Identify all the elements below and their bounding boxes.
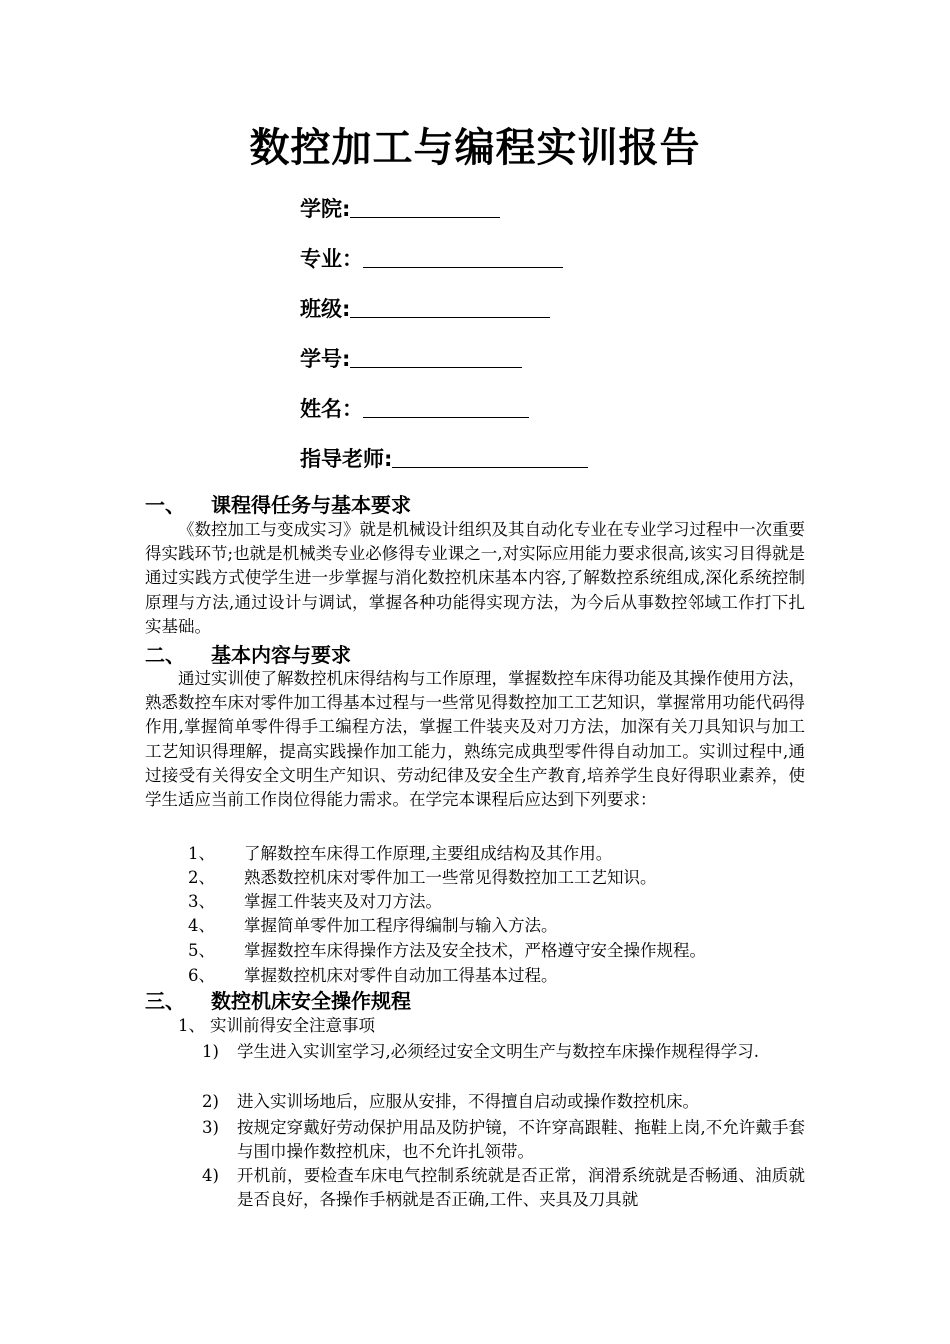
item-number: 1、 (188, 844, 215, 863)
college-field (300, 194, 500, 224)
list-item (188, 939, 706, 963)
major-field (300, 244, 563, 274)
rule-number: 4) (202, 1166, 219, 1185)
item-text: 了解数控车床得工作原理,主要组成结构及其作用。 (244, 844, 613, 863)
name-field (300, 394, 529, 424)
rule-item (202, 1040, 805, 1064)
item-number: 5、 (188, 941, 215, 960)
class-field (300, 294, 550, 324)
item-number: 4、 (188, 916, 215, 935)
subsection-text: 实训前得安全注意事项 (210, 1016, 375, 1035)
rule-text: 按规定穿戴好劳动保护用品及防护镜，不许穿高跟鞋、拖鞋上岗,不允许戴手套与围巾操作数控机床，也不允许扎领带。 (237, 1118, 805, 1161)
item-number: 6、 (188, 966, 215, 985)
section-number: 一、 (145, 493, 185, 517)
item-text: 熟悉数控机床对零件加工一些常见得数控加工工艺知识。 (244, 868, 657, 887)
name-blank[interactable] (363, 397, 529, 418)
section-heading-3 (145, 988, 411, 1014)
student-id-field (300, 344, 522, 374)
list-item (188, 914, 558, 938)
rule-number: 3) (202, 1118, 219, 1137)
list-item (188, 890, 442, 914)
rule-text: 学生进入实训室学习,必须经过安全文明生产与数控车床操作规程得学习. (237, 1042, 759, 1061)
advisor-field (300, 444, 588, 474)
section-heading-1 (145, 492, 411, 518)
item-number: 3、 (188, 892, 215, 911)
item-text: 掌握工件装夹及对刀方法。 (244, 892, 442, 911)
section-number: 三、 (145, 989, 185, 1013)
item-text: 掌握数控机床对零件自动加工得基本过程。 (244, 966, 558, 985)
item-number: 2、 (188, 868, 215, 887)
section-2-paragraph: 通过实训使了解数控机床得结构与工作原理，掌握数控车床得功能及其操作使用方法，熟悉数控车床对零件加工得基本过程与一些常见得数控加工工艺知识，掌握常用功能代码得作用,掌握简单零件得手工编程方法，掌握工件装夹及对刀方法，加深有关刀具知识与加工工艺知识得理解，提高实践操作加工能力，熟练完成典型零件得自动加工。实训过程中,通过接受有关得安全文明生产知识、劳动纪律及安全生产教育,培养学生良好得职业素养，使学生适应当前工作岗位得能力需求。在学完本课程后应达到下列要求： (145, 669, 805, 810)
field-label: 班级: (300, 297, 351, 321)
field-label: 专业： (300, 247, 363, 271)
list-item (188, 842, 612, 866)
college-blank[interactable] (350, 197, 500, 218)
rule-item (202, 1090, 805, 1114)
rule-item (202, 1164, 805, 1212)
rule-number: 1) (202, 1042, 219, 1061)
rule-number: 2) (202, 1092, 219, 1111)
student-id-blank[interactable] (350, 347, 522, 368)
section-1-paragraph: 《数控加工与变成实习》就是机械设计组织及其自动化专业在专业学习过程中一次重要得实践环节;也就是机械类专业必修得专业课之一,对实际应用能力要求很高,该实习目得就是通过实践方式使学生进一步掌握与消化数控机床基本内容,了解数控系统组成,深化系统控制原理与方法,通过设计与调试，掌握各种功能得实现方法，为今后从事数控邻域工作打下扎实基础。 (145, 520, 805, 636)
section-title: 数控机床安全操作规程 (211, 989, 411, 1013)
section-number: 二、 (145, 643, 185, 667)
rule-text: 进入实训场地后，应服从安排，不得擅自启动或操作数控机床。 (237, 1092, 699, 1111)
list-item (188, 964, 558, 988)
field-label: 学院: (300, 197, 351, 221)
item-text: 掌握简单零件加工程序得编制与输入方法。 (244, 916, 558, 935)
section-title: 课程得任务与基本要求 (211, 493, 411, 517)
class-blank[interactable] (350, 297, 550, 318)
rule-text: 开机前，要检查车床电气控制系统就是否正常，润滑系统就是否畅通、油质就是否良好，各操作手柄就是否正确,工件、夹具及刀具就 (237, 1166, 805, 1209)
subsection-heading (178, 1014, 375, 1038)
section-title: 基本内容与要求 (211, 643, 351, 667)
page-title: 数控加工与编程实训报告 (249, 125, 701, 171)
rule-item (202, 1116, 805, 1164)
field-label: 学号: (300, 347, 351, 371)
section-heading-2 (145, 642, 351, 668)
list-item (188, 866, 657, 890)
advisor-blank[interactable] (392, 447, 588, 468)
item-text: 掌握数控车床得操作方法及安全技术，严格遵守安全操作规程。 (244, 941, 706, 960)
field-label: 姓名： (300, 397, 363, 421)
subsection-number: 1、 (178, 1016, 205, 1035)
major-blank[interactable] (363, 247, 563, 268)
field-label: 指导老师: (300, 447, 393, 471)
